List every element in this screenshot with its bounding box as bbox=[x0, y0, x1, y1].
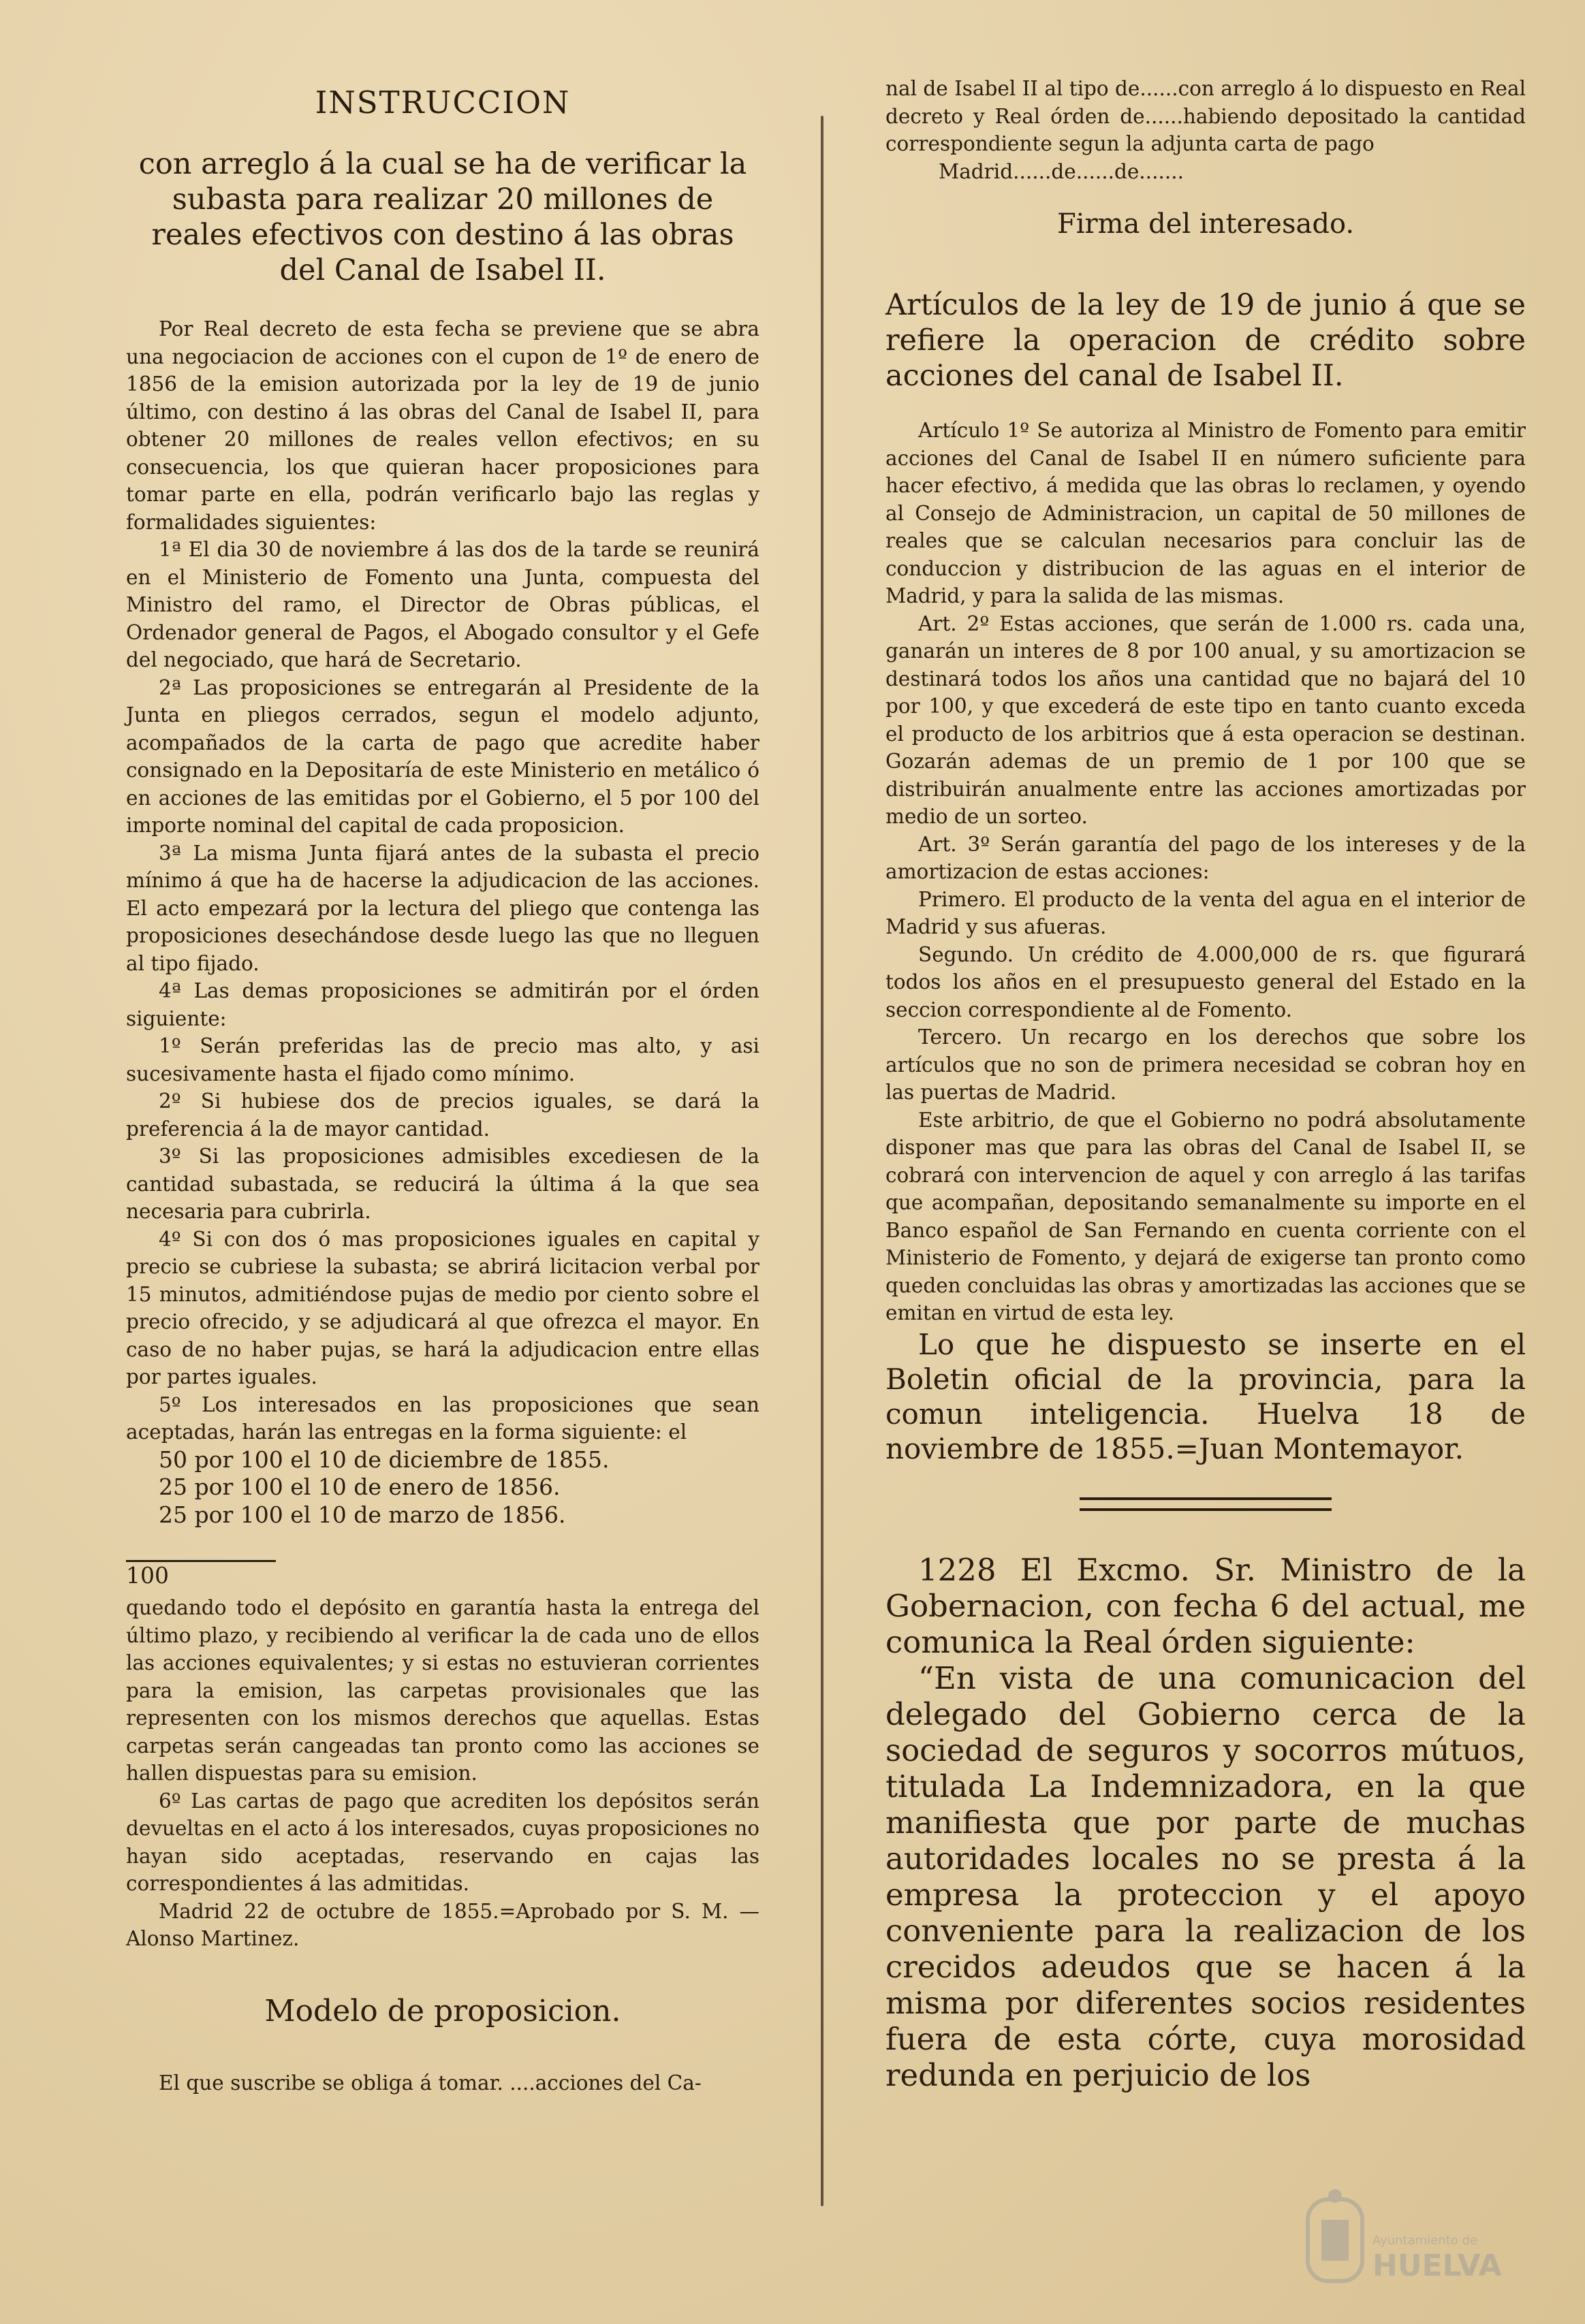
law-heading: Artículos de la ley de 19 de junio á que se refiere la operacion de crédito sobre acciones del canal de Isabel II. bbox=[885, 288, 1526, 393]
order-1228: 1228 El Excmo. Sr. Ministro de la Gobernacion, con fecha 6 del actual, me comunica la Real órden siguiente: bbox=[885, 1551, 1526, 1660]
fraction-denominator: 100 bbox=[126, 1562, 169, 1589]
rule-4: 4ª Las demas proposiciones se admitirán por el órden siguiente: bbox=[126, 979, 759, 1030]
crest-icon bbox=[1304, 2186, 1366, 2288]
rule-4-item-2: 2º Si hubiese dos de precios iguales, se dará la preferencia á la de mayor cantidad. bbox=[126, 1089, 759, 1141]
article-3-second: Segundo. Un crédito de 4.000,000 de rs. que figurará todos los años en el presupuesto general del Estado en la seccion correspondiente al de Fomento. bbox=[885, 942, 1526, 1021]
article-2: Art. 2º Estas acciones, que serán de 1.000 rs. cada una, ganarán un interes de 8 por 100 anual, y su amortizacion se destinará todos los años una cantidad que no bajará del 10 por 100, y que excederá de este tipo en tanto cuanto exceda el producto de los arbitrios que á esta operacion se destinan. Gozarán ademas de un premio de 1 por 100 que se distribuirán anualmente entre las acciones amortizadas por medio de un sorteo. bbox=[885, 611, 1526, 828]
date-line: Madrid......de......de....... bbox=[939, 159, 1184, 183]
rule-3: 3ª La misma Junta fijará antes de la subasta el precio mínimo á que ha de hacerse la adjudicacion de las acciones. El acto empezará por la lectura del pliego que contenga las proposiciones desechándose desde luego las que no lleguen al tipo fijado. bbox=[126, 841, 759, 975]
payment-line: 25 por 100 el 10 de marzo de 1856. bbox=[159, 1501, 566, 1528]
rule-1: 1ª El dia 30 de noviembre á las dos de la tarde se reunirá en el Ministerio de Fomento una Junta, compuesta del Ministro del ramo, el Director de Obras públicas, el Ordenador general de Pagos, el Abogado consultor y el Gefe del negociado, que hará de Secretario. bbox=[126, 538, 759, 671]
article-3-first: Primero. El producto de la venta del agua en el interior de Madrid y sus afueras. bbox=[885, 887, 1526, 938]
rule-5: 5º Los interesados en las proposiciones que sean aceptadas, harán las entregas en la forma siguiente: el bbox=[126, 1392, 759, 1444]
section-rule bbox=[1080, 1497, 1332, 1511]
rule-2: 2ª Las proposiciones se entregarán al Presidente de la Junta en pliegos cerrados, segun el modelo adjunto, acompañados de la carta de pago que acredite haber consignado en la Depositaría de este Ministerio en metálico ó en acciones de las emitidas por el Gobierno, el 5 por 100 del importe nominal del capital de cada proposicion. bbox=[126, 675, 759, 837]
closing-paragraph: Lo que he dispuesto se inserte en el Boletin oficial de la provincia, para la comun inteligencia. Huelva 18 de noviembre de 1855.=Juan Montemayor. bbox=[885, 1327, 1526, 1465]
paragraph: quedando todo el depósito en garantía hasta la entrega del último plazo, y recibiendo al verificar la de cada uno de ellos las acciones equivalentes; y si estas no estuvieran corrientes para la emision, las carpetas provisionales que las representen con los mismos derechos que aquellas. Estas carpetas serán cangeadas tan pronto como las acciones se hallen dispuestas para su emision. bbox=[126, 1596, 759, 1785]
signature-line: Firma del interesado. bbox=[1056, 208, 1355, 240]
right-column bbox=[885, 75, 1526, 2093]
rule-6: 6º Las cartas de pago que acrediten los depósitos serán devueltas en el acto á los interesados, cuyas proposiciones no hayan sido aceptadas, reservando en cajas las correspondientes á las admitidas. bbox=[126, 1789, 759, 1895]
article-1: Artículo 1º Se autoriza al Ministro de Fomento para emitir acciones del Canal de Isabel II en número suficiente para hacer efectivo, á medida que las obras lo reclamen, y oyendo al Consejo de Administracion, un capital de 50 millones de reales que se calculan necesarios para concluir las de conduccion y distribucion de las aguas en el interior de Madrid, y para la salida de las mismas. bbox=[885, 419, 1526, 607]
paragraph: Por Real decreto de esta fecha se previene que se abra una negociacion de acciones con el cupon de 1º de enero de 1856 de la emision autorizada por la ley de 19 de junio último, con destino á las obras del Canal de Isabel II, para obtener 20 millones de reales vellon efectivos; en su consecuencia, los que quieran hacer proposiciones para tomar parte en ella, podrán verificarlo bajo las reglas y formalidades siguientes: bbox=[126, 317, 759, 534]
payment-line: 25 por 100 el 10 de enero de 1856. bbox=[159, 1474, 561, 1500]
instruction-subtitle: con arreglo á la cual se ha de verificar la subasta para realizar 20 millones de reales efectivos con destino á las obras del Canal de Isabel II. bbox=[138, 147, 747, 287]
payment-line: 50 por 100 el 10 de diciembre de 1855. bbox=[159, 1446, 610, 1473]
model-text: El que suscribe se obliga á tomar. ....acciones del Ca- bbox=[159, 2071, 702, 2095]
fraction-total bbox=[126, 1546, 759, 1589]
watermark-logo bbox=[1304, 2186, 1502, 2302]
fraction-rule bbox=[126, 1546, 276, 1562]
article-3-note: Este arbitrio, de que el Gobierno no podrá absolutamente disponer mas que para las obras del Canal de Isabel II, se cobrará con intervencion de aquel y con arreglo á las tarifas que acompañan, depositando semanalmente su importe en el Banco español de San Fernando en cuenta corriente con el Ministerio de Fomento, y dejará de exigerse tan pronto como queden concluidas las obras y amortizadas las acciones que se emitan en virtud de esta ley. bbox=[885, 1108, 1526, 1324]
watermark-subtitle: Ayuntamiento de bbox=[1372, 2233, 1477, 2248]
rule-4-item-1: 1º Serán preferidas las de precio mas alto, y asi sucesivamente hasta el fijado como mínimo. bbox=[126, 1034, 759, 1085]
article-3-third: Tercero. Un recargo en los derechos que sobre los artículos que no son de primera necesidad se cobran hoy en las puertas de Madrid. bbox=[885, 1025, 1526, 1104]
instruction-title: INSTRUCCION bbox=[315, 84, 571, 121]
model-title: Modelo de proposicion. bbox=[264, 1993, 621, 2028]
column-divider bbox=[821, 116, 823, 2206]
article-3: Art. 3º Serán garantía del pago de los intereses y de la amortizacion de estas acciones: bbox=[885, 832, 1526, 883]
watermark-name: HUELVA bbox=[1372, 2248, 1502, 2283]
model-text-continued: nal de Isabel II al tipo de......con arreglo á lo dispuesto en Real decreto y Real órden de......habiendo depositado la cantidad correspondiente segun la adjunta carta de pago bbox=[885, 77, 1526, 155]
left-column bbox=[126, 75, 759, 2097]
approval-line: Madrid 22 de octubre de 1855.=Aprobado por S. M. —Alonso Martinez. bbox=[126, 1899, 759, 1950]
rule-4-item-3: 3º Si las proposiciones admisibles excediesen de la cantidad subastada, se reducirá la última á la que sea necesaria para cubrirla. bbox=[126, 1145, 759, 1223]
order-text: “En vista de una comunicacion del delegado del Gobierno cerca de la sociedad de seguros y socorros mútuos, titulada La Indemnizadora, en la que manifiesta que por parte de muchas autoridades locales no se presta á la empresa la proteccion y el apoyo conveniente para la realizacion de los crecidos adeudos que se hacen á la misma por diferentes socios residentes fuera de esta córte, cuya morosidad redunda en perjuicio de los bbox=[885, 1659, 1526, 2093]
rule-4-item-4: 4º Si con dos ó mas proposiciones iguales en capital y precio se cubriese la subasta; se abrirá licitacion verbal por 15 minutos, admitiéndose pujas de medio por ciento sobre el precio ofrecido, y se adjudicará al que ofrezca el mayor. En caso de no haber pujas, se hará la adjudicacion entre ellas por partes iguales. bbox=[126, 1227, 759, 1388]
